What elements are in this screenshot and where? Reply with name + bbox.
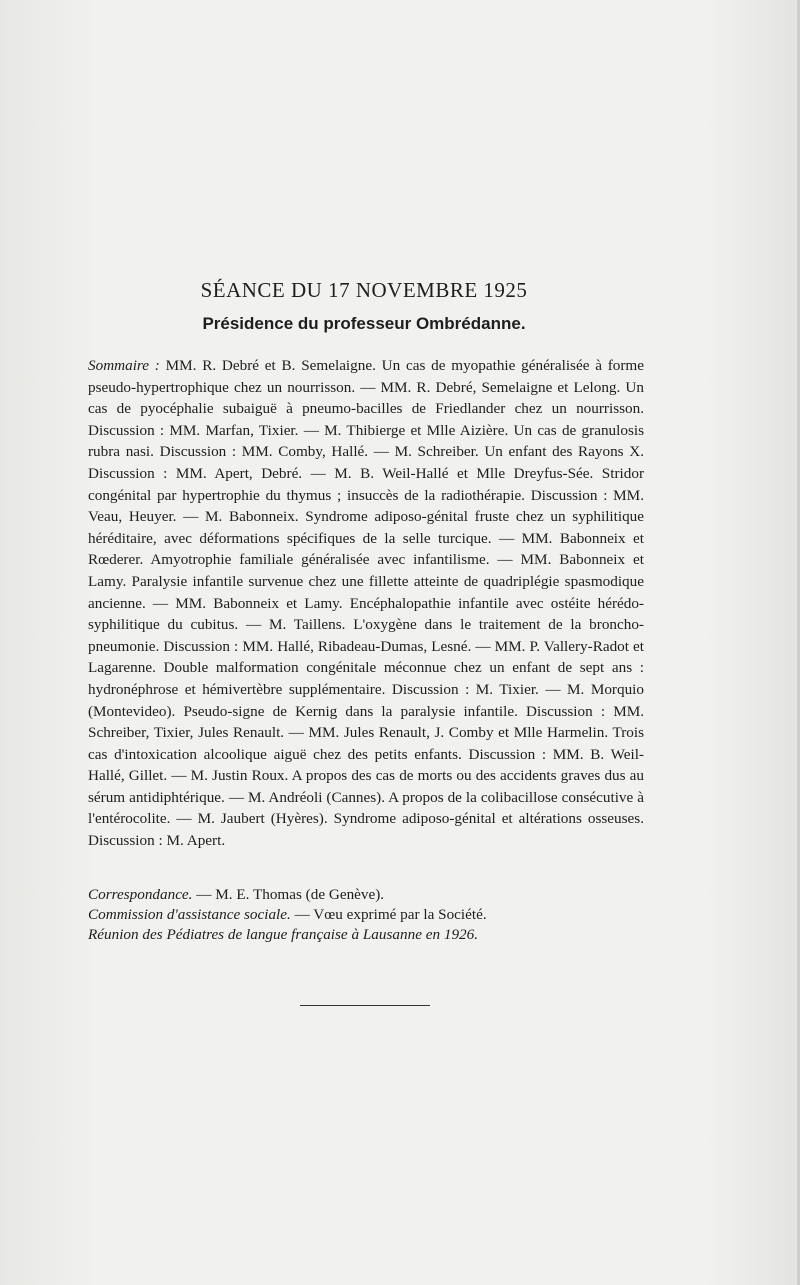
summary-text: MM. R. Debré et B. Semelaigne. Un cas de myopathie généralisée à forme pseudo-hypertrophique chez un nourrisson. — MM. R. Debré, Semelaigne et Lelong. Un cas de pyocéphalie subaiguë à pneumo-bacilles de Friedlander chez un nourrisson. Discussion : MM. Marfan, Tixier. — M. Thibierge et Mlle Aizière. Un cas de granulosis rubra nasi. Discussion : MM. Comby, Hallé. — M. Schreiber. Un enfant des Rayons X. Discussion : MM. Apert, Debré. — M. B. Weil-Hallé et Mlle Dreyfus-Sée. Stridor congénital par hypertrophie du thymus ; insuccès de la radiothérapie. Discussion : MM. Veau, Heuyer. — M. Babonneix. Syndrome adiposo-génital fruste chez un syphilitique héréditaire, avec déformations spécifiques de la selle turcique. — MM. Babonneix et Rœderer. Amyotrophie familiale généralisée avec infantilisme. — MM. Babonneix et Lamy. Paralysie infantile survenue chez une fillette atteinte de quadriplégie spasmodique ancienne. — MM. Babonneix et Lamy. Encéphalopathie infantile avec ostéite hérédo-syphilitique du cubitus. — M. Taillens. L'oxygène dans le traitement de la broncho-pneumonie. Discussion : MM. Hallé, Ribadeau-Dumas, Lesné. — MM. P. Vallery-Radot et Lagarenne. Double malformation congénitale méconnue chez un enfant de sept ans : hydronéphrose et hémivertèbre supplémentaire. Discussion : M. Tixier. — M. Morquio (Montevideo). Pseudo-signe de Kernig dans la paralysie infantile. Discussion : MM. Schreiber, Tixier, Jules Renault. — MM. Jules Renault, J. Comby et Mlle Harmelin. Trois cas d'intoxication alcoolique aiguë chez des petits enfants. Discussion : MM. B. Weil-Hallé, Gillet. — M. Justin Roux. A propos des cas de morts ou des accidents graves dus au sérum antidiphtérique. — M. Andréoli (Cannes). A propos de la colibacillose consécutive à l'entérocolite. — M. Jaubert (Hyères). Syndrome adiposo-génital et altérations osseuses. Discussion : M. Apert. (88, 357, 644, 850)
correspondence-label: Correspondance. (88, 886, 193, 903)
summary-lead: Sommaire : (88, 357, 160, 374)
summary-paragraph (88, 355, 644, 852)
summary-footer (88, 885, 644, 945)
section-divider (300, 1005, 430, 1006)
commission-text: — Vœu exprimé par la Société. (294, 906, 487, 923)
session-subtitle: Présidence du professeur Ombrédanne. (202, 314, 526, 333)
summary-block (88, 355, 644, 852)
meeting-label: Réunion des Pédiatres de langue française à Lausanne en 1926. (88, 926, 479, 943)
correspondence-text: — M. E. Thomas (de Genève). (196, 886, 385, 903)
commission-line (88, 905, 644, 925)
session-title: SÉANCE DU 17 NOVEMBRE 1925 (200, 278, 528, 302)
commission-label: Commission d'assistance sociale. (88, 906, 291, 923)
correspondence-line (88, 885, 644, 905)
meeting-line (88, 925, 644, 945)
